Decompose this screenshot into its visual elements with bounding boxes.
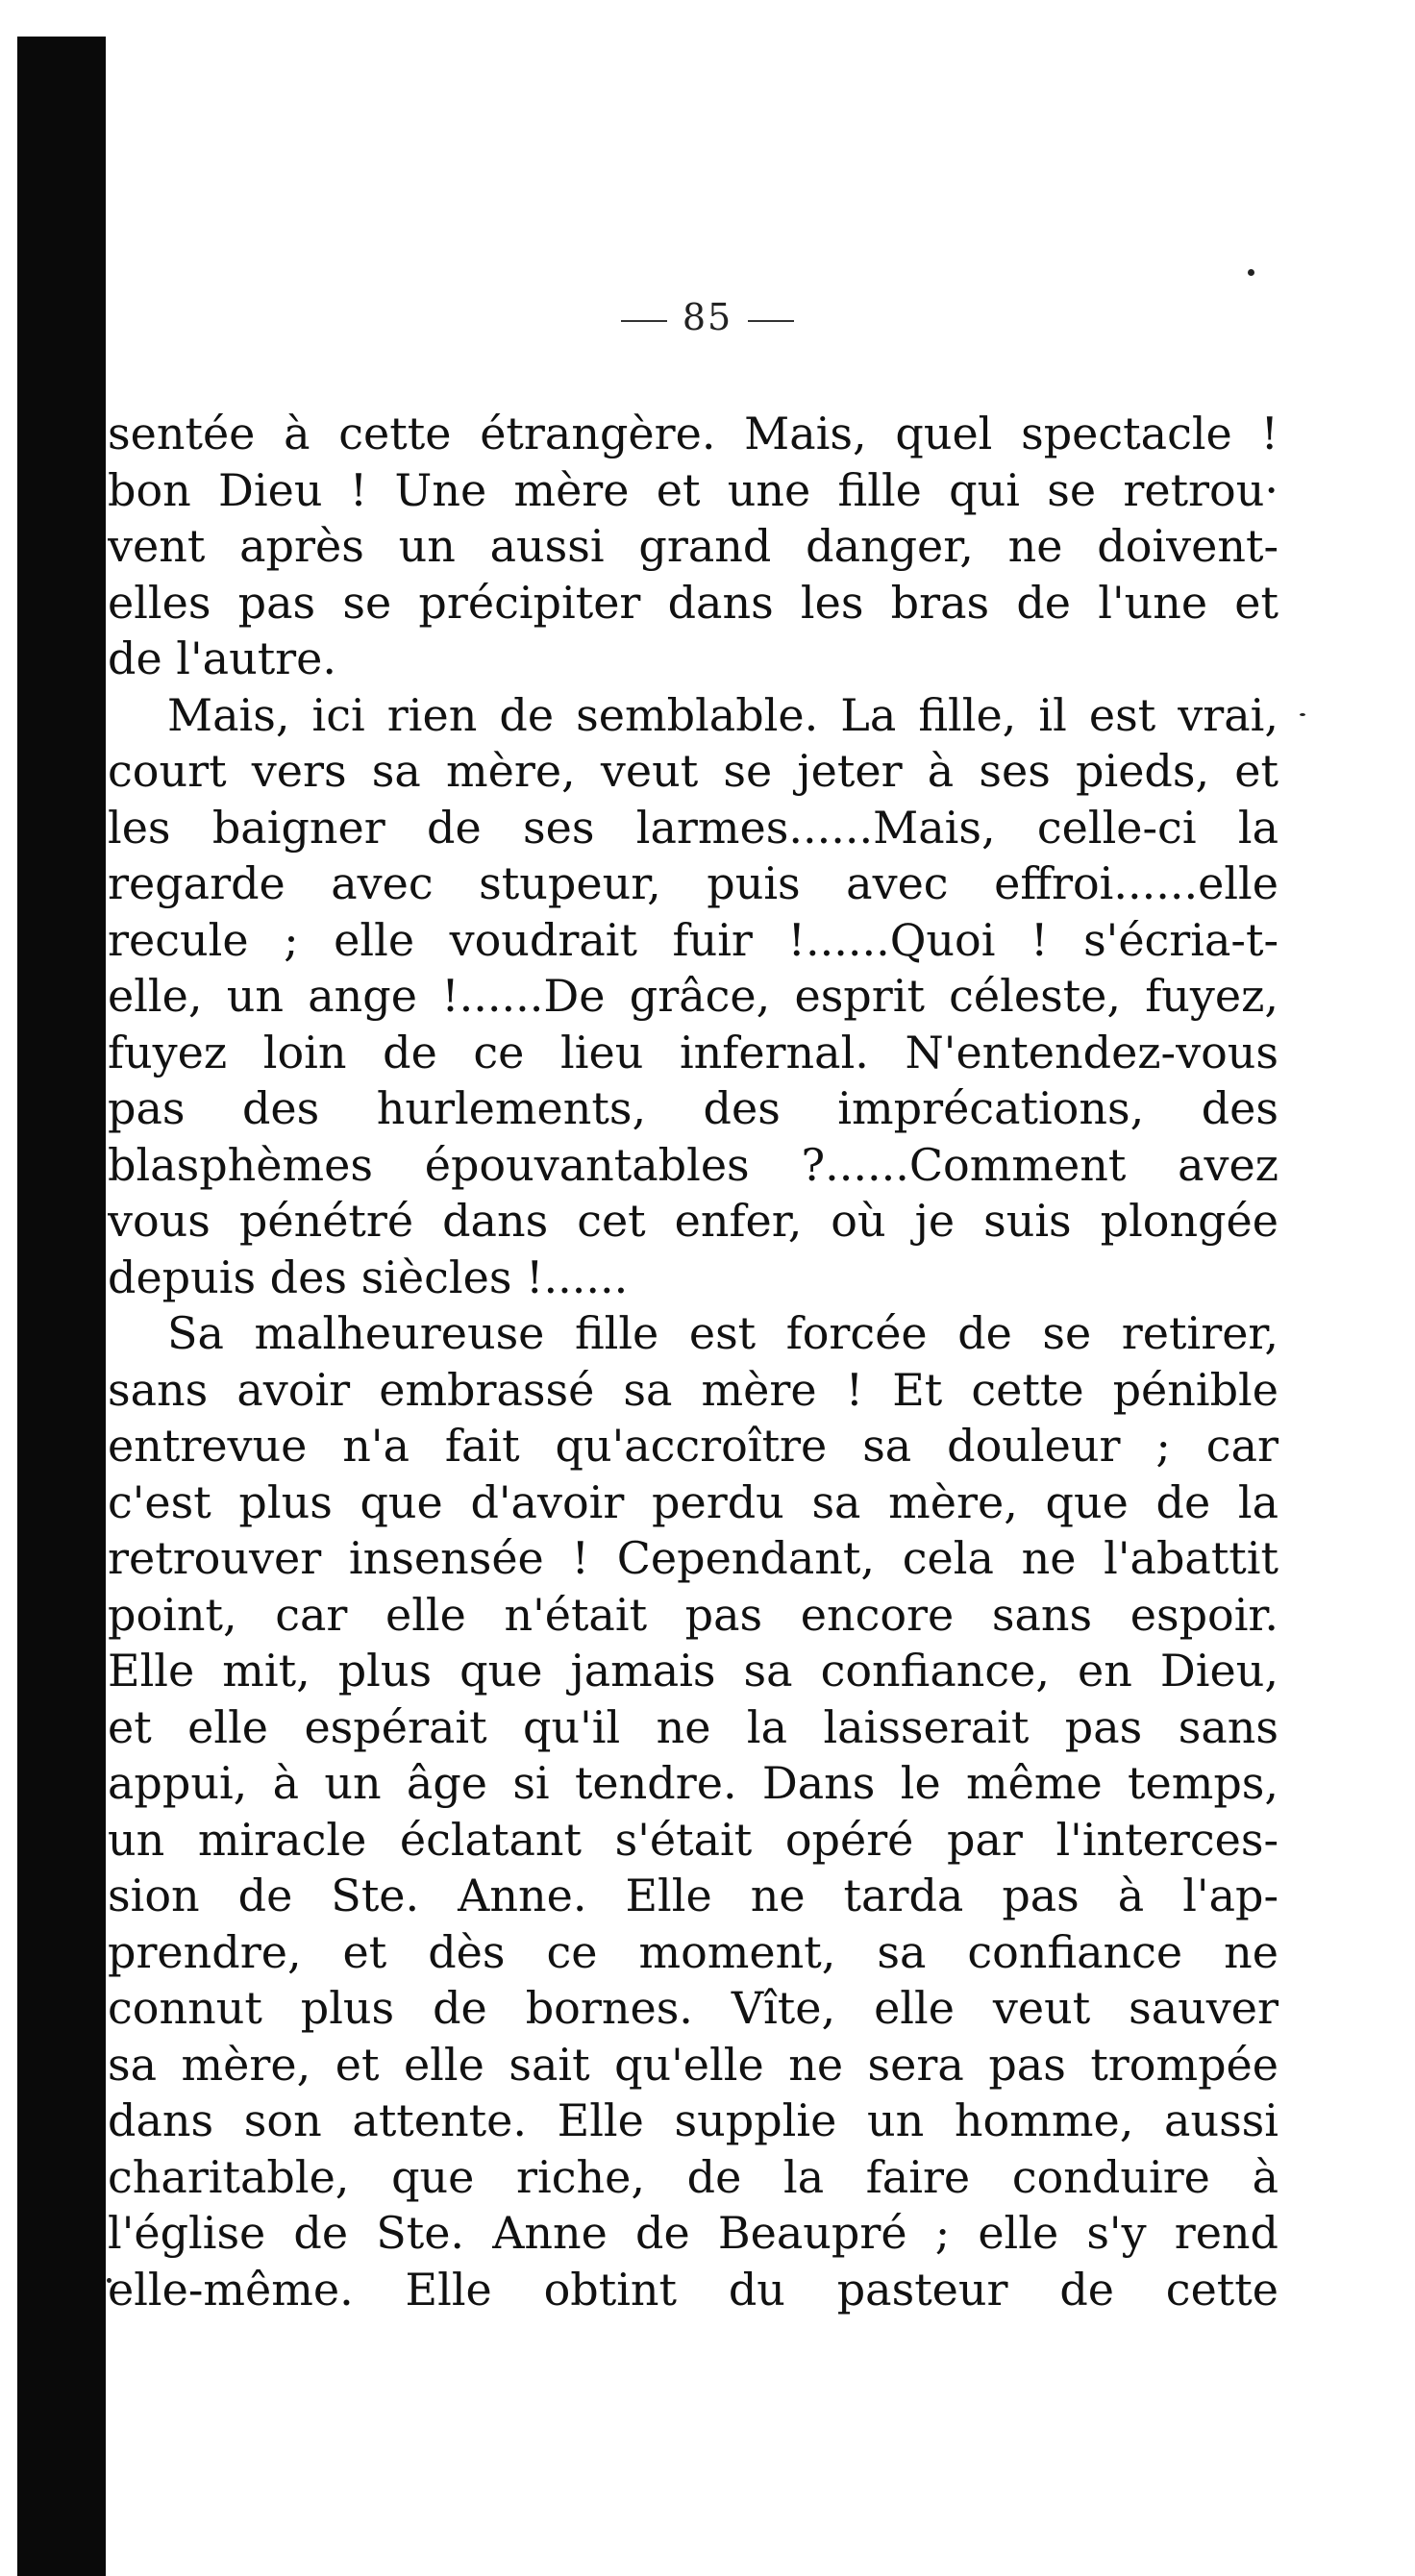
ink-speck <box>1248 269 1254 276</box>
page-number-dash-left <box>621 320 667 322</box>
text-line: prendre, et dès ce moment, sa confiance ne <box>108 1925 1278 1978</box>
text-line: entrevue n'a fait qu'accroître sa douleur ; car <box>108 1420 1278 1472</box>
page-number <box>0 296 1415 338</box>
text-line: point, car elle n'était pas encore sans espoir. <box>108 1588 1278 1641</box>
text-line: fuyez loin de ce lieu infernal. N'entendez-vous <box>108 1026 1278 1078</box>
text-line: bon Dieu ! Une mère et une fille qui se retrou· <box>108 463 1278 516</box>
text-line: charitable, que riche, de la faire conduire à <box>108 2150 1278 2203</box>
page-number-value: 85 <box>682 296 733 338</box>
ink-speck <box>1300 713 1305 716</box>
paragraph-start-line: Sa malheureuse fille est forcée de se retirer, <box>167 1307 1278 1359</box>
text-line: c'est plus que d'avoir perdu sa mère, que de la <box>108 1475 1278 1528</box>
text-line: connut plus de bornes. Vîte, elle veut sauver <box>108 1982 1278 2034</box>
paragraph-start-line: Mais, ici rien de semblable. La fille, il est vrai, <box>167 688 1278 741</box>
text-line: les baigner de ses larmes......Mais, celle-ci la <box>108 801 1278 854</box>
text-line: et elle espérait qu'il ne la laisserait pas sans <box>108 1700 1278 1753</box>
text-line: retrouver insensée ! Cependant, cela ne l'abattit <box>108 1532 1278 1584</box>
text-line: Elle mit, plus que jamais sa confiance, en Dieu, <box>108 1645 1278 1697</box>
text-line: l'église de Ste. Anne de Beaupré ; elle s'y rend <box>108 2207 1278 2259</box>
text-line: blasphèmes épouvantables ?......Comment avez <box>108 1138 1278 1191</box>
binding-edge <box>17 37 106 2576</box>
text-line: court vers sa mère, veut se jeter à ses pieds, et <box>108 745 1278 797</box>
text-line: elle-même. Elle obtint du pasteur de cette <box>108 2263 1278 2316</box>
text-line: sion de Ste. Anne. Elle ne tarda pas à l'ap- <box>108 1870 1278 1921</box>
text-line: recule ; elle voudrait fuir !......Quoi ! s'écria-t- <box>108 913 1278 966</box>
text-line: un miracle éclatant s'était opéré par l'interces- <box>108 1813 1278 1866</box>
text-line: regarde avec stupeur, puis avec effroi......elle <box>108 857 1278 909</box>
text-line: sentée à cette étrangère. Mais, quel spectacle ! <box>108 408 1278 459</box>
text-line: de l'autre. <box>108 632 337 684</box>
text-line: elle, un ange !......De grâce, esprit céleste, fuyez, <box>108 970 1278 1022</box>
text-line: elles pas se précipiter dans les bras de l'une et <box>108 576 1278 629</box>
text-line: appui, à un âge si tendre. Dans le même temps, <box>108 1757 1278 1809</box>
text-line: sa mère, et elle sait qu'elle ne sera pas trompée <box>108 2038 1278 2091</box>
body-text <box>108 406 1278 2317</box>
page-number-dash-right <box>748 320 794 322</box>
text-line: vent après un aussi grand danger, ne doivent- <box>108 520 1278 572</box>
text-line: depuis des siècles !...... <box>108 1251 629 1303</box>
text-line: sans avoir embrassé sa mère ! Et cette pénible <box>108 1363 1278 1416</box>
text-line: pas des hurlements, des imprécations, des <box>108 1082 1278 1134</box>
text-line: dans son attente. Elle supplie un homme, aussi <box>108 2094 1278 2146</box>
text-line: vous pénétré dans cet enfer, où je suis plongée <box>108 1195 1278 1247</box>
